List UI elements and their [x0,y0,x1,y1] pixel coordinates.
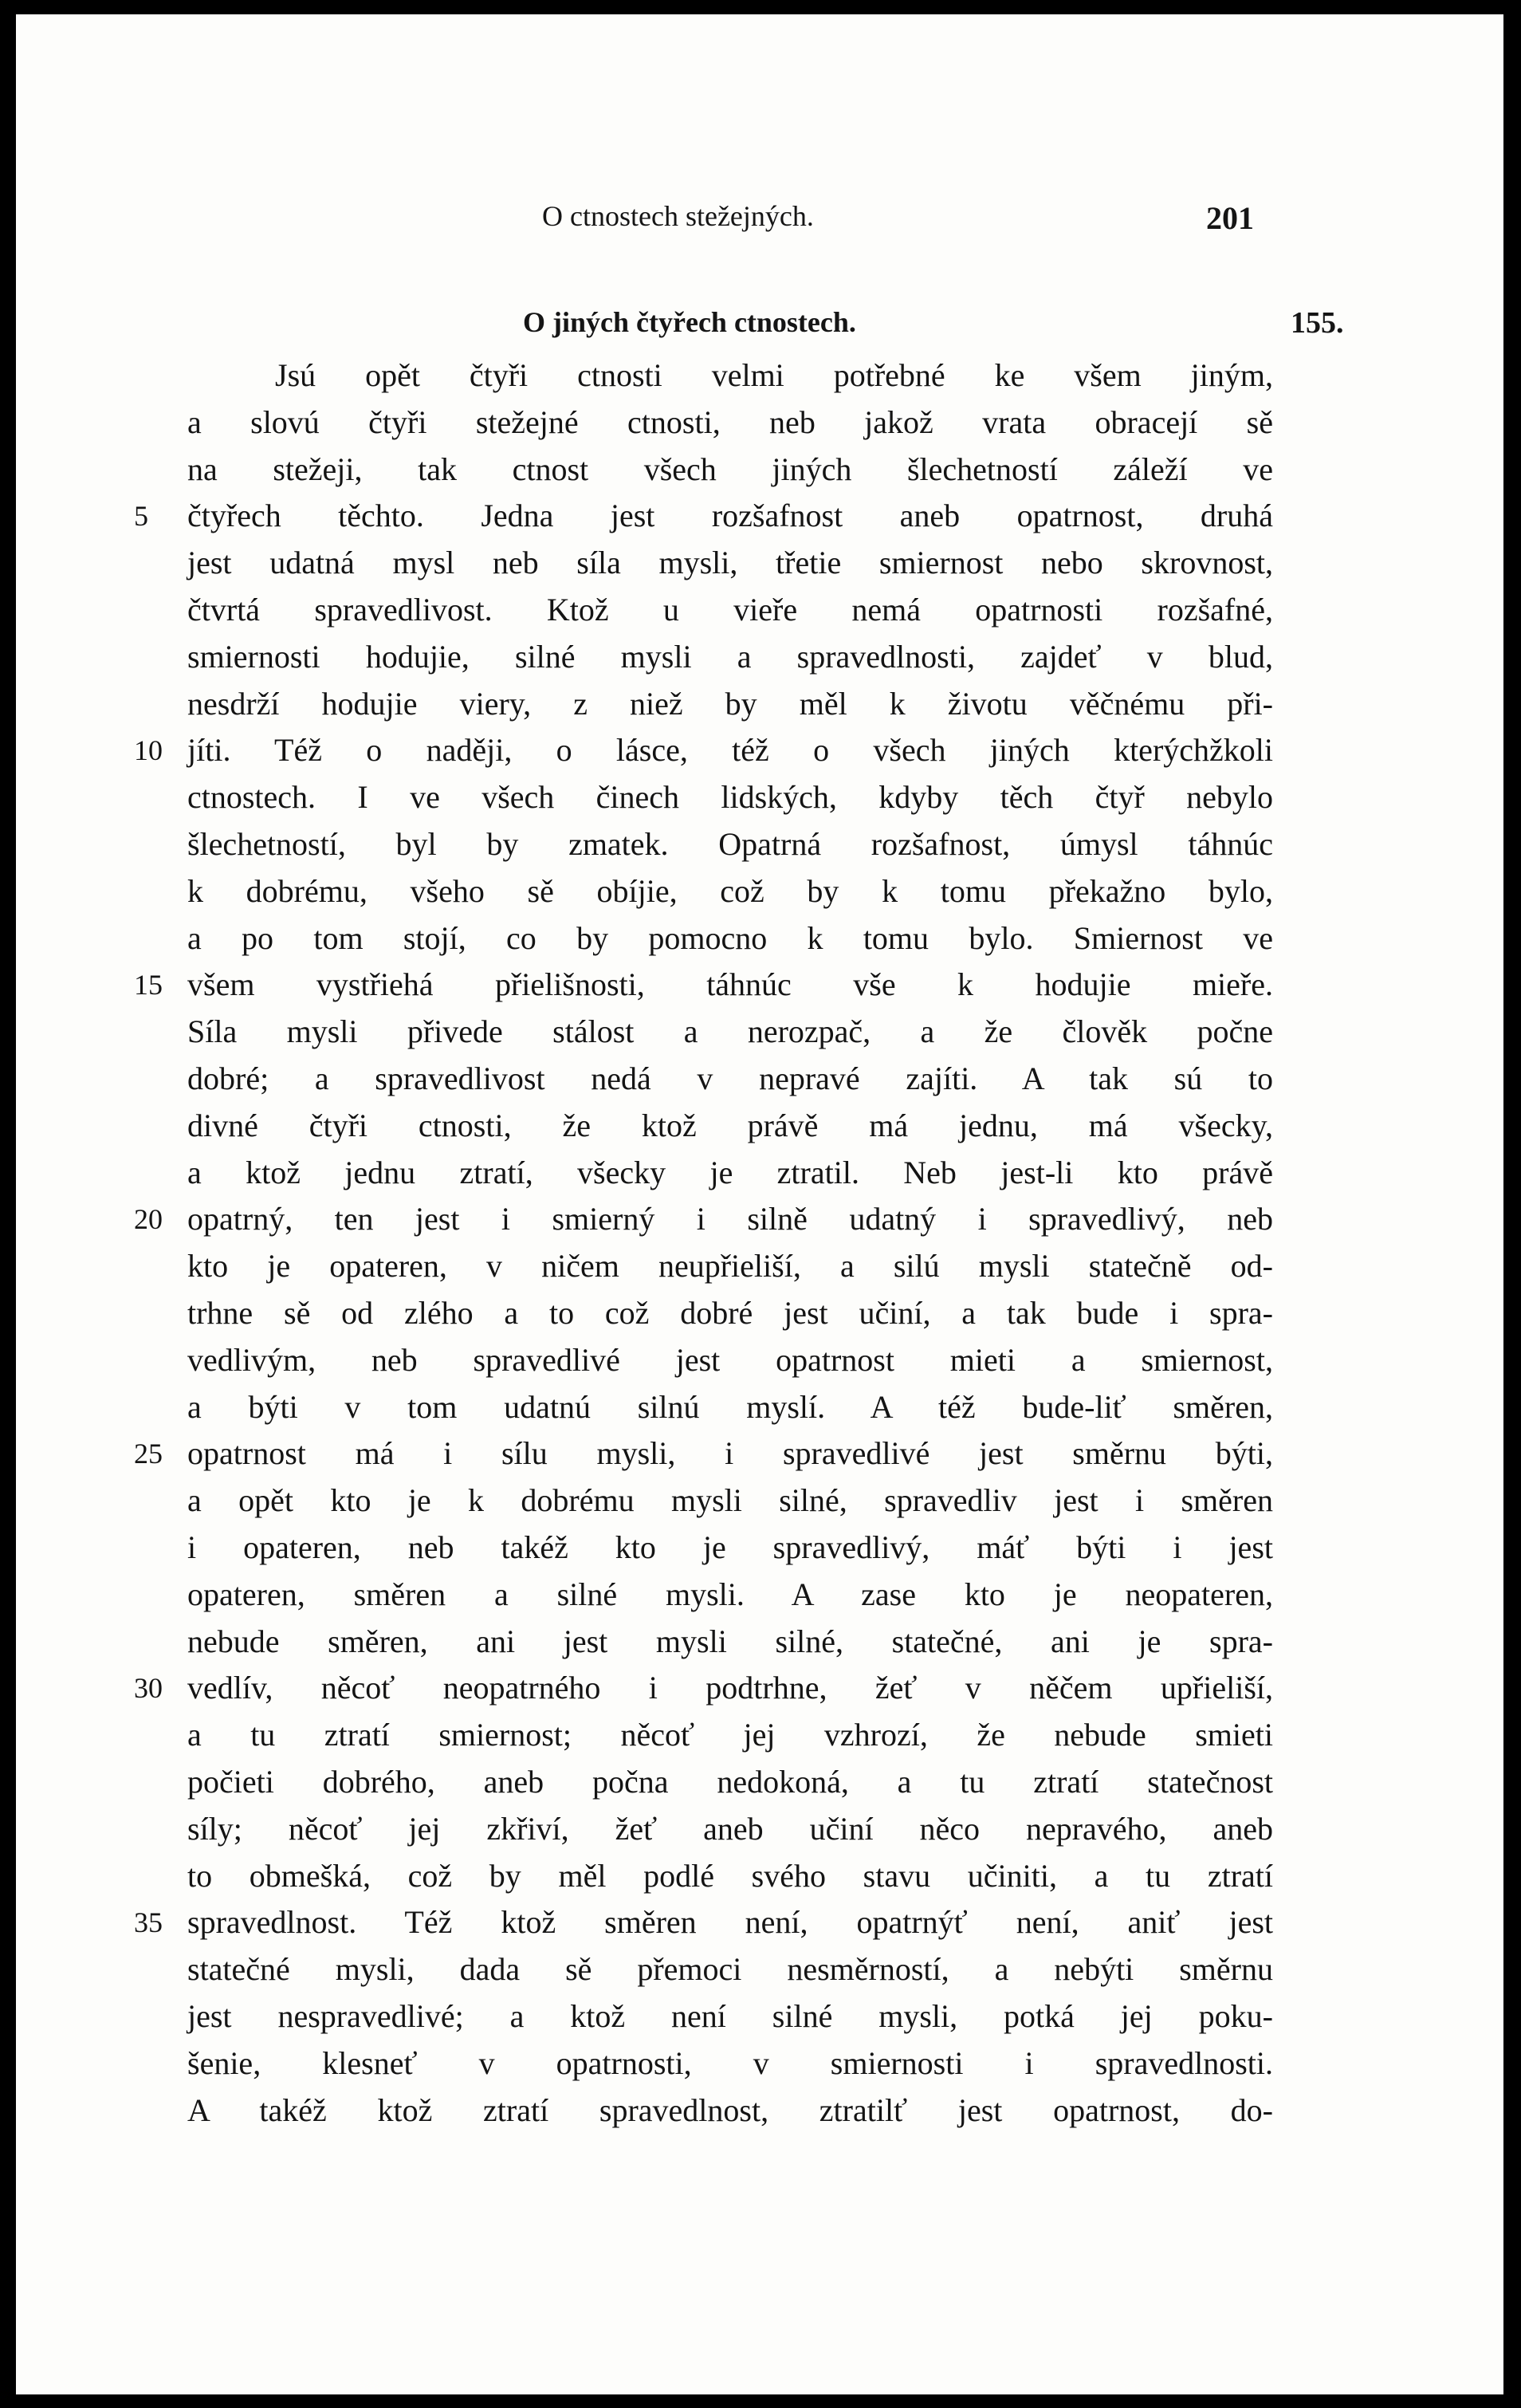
line-number: 5 [134,500,148,533]
text-line: a tu ztratí smiernost; něcoť jej vzhrozí, že nebude smieti [187,1717,1273,1753]
text-line: a býti v tom udatnú silnú myslí. A též bude-liť směren, [187,1388,1273,1425]
text-line: divné čtyři ctnosti, že ktož právě má jednu, má všecky, [187,1107,1273,1143]
text-line: ctnostech. I ve všech činech lidských, kdyby těch čtyř nebylo [187,779,1273,816]
text-line: statečné mysli, dada sě přemoci nesměrností, a nebýti směrnu [187,1951,1273,1988]
text-line: nesdrží hodujie viery, z niež by měl k životu věčnému při- [187,685,1273,722]
line-number: 10 [134,734,163,767]
line-number: 35 [134,1906,163,1939]
text-line: opatrnost má i sílu mysli, i spravedlivé jest směrnu býti, [187,1435,1273,1472]
book-page [16,14,1503,2394]
text-line: A takéž ktož ztratí spravedlnost, ztratilť jest opatrnost, do- [187,2091,1273,2128]
section-title: O jiných čtyřech ctnostech. [523,306,856,338]
text-line: síly; něcoť jej zkřiví, žeť aneb učiní něco nepravého, aneb [187,1810,1273,1847]
text-line: všem vystřiehá přielišnosti, táhnúc vše k hodujie mieře. [187,966,1273,1003]
text-line: čtvrtá spravedlivost. Ktož u vieře nemá opatrnosti rozšafné, [187,592,1273,628]
line-number: 25 [134,1438,163,1470]
text-line: jest nespravedlivé; a ktož není silné mysli, potká jej poku- [187,1998,1273,2034]
text-line: vedlív, něcoť neopatrného i podtrhne, žeť v něčem upřieliší, [187,1670,1273,1706]
running-title: O ctnostech stežejných. [542,200,814,232]
text-line: na stežeji, tak ctnost všech jiných šlechetností záleží ve [187,451,1273,487]
text-line: Jsú opět čtyři ctnosti velmi potřebné ke všem jiným, [275,357,1273,393]
text-line: vedlivým, neb spravedlivé jest opatrnost mieti a smiernost, [187,1341,1273,1378]
text-line: a po tom stojí, co by pomocno k tomu bylo. Smiernost ve [187,919,1273,956]
text-line: opatrný, ten jest i smierný i silně udatný i spravedlivý, neb [187,1201,1273,1237]
text-line: kto je opateren, v ničem neupřieliší, a silú mysli statečně od- [187,1248,1273,1285]
text-line: k dobrému, všeho sě obíjie, což by k tomu překažno bylo, [187,872,1273,909]
text-line: počieti dobrého, aneb počna nedokoná, a tu ztratí statečnost [187,1764,1273,1800]
text-line: jíti. Též o naději, o lásce, též o všech jiných kterýchžkoli [187,732,1273,769]
page-number: 201 [1206,200,1254,236]
text-line: čtyřech těchto. Jedna jest rozšafnost aneb opatrnost, druhá [187,498,1273,534]
text-line: šlechetností, byl by zmatek. Opatrná rozšafnost, úmysl táhnúc [187,826,1273,862]
line-number: 30 [134,1672,163,1705]
text-line: to obmešká, což by měl podlé svého stavu učiniti, a tu ztratí [187,1857,1273,1894]
text-line: Síla mysli přivede stálost a nerozpač, a že člověk počne [187,1013,1273,1050]
text-line: a opět kto je k dobrému mysli silné, spravedliv jest i směren [187,1482,1273,1519]
line-number: 15 [134,969,163,1001]
text-line: jest udatná mysl neb síla mysli, třetie smiernost nebo skrovnost, [187,545,1273,581]
text-line: dobré; a spravedlivost nedá v nepravé zajíti. A tak sú to [187,1060,1273,1096]
text-line: nebude směren, ani jest mysli silné, statečné, ani je spra- [187,1623,1273,1659]
text-line: opateren, směren a silné mysli. A zase kto je neopateren, [187,1576,1273,1612]
text-line: a ktož jednu ztratí, všecky je ztratil. Neb jest-li kto právě [187,1154,1273,1190]
line-number: 20 [134,1203,163,1236]
text-line: smiernosti hodujie, silné mysli a spravedlnosti, zajdeť v blud, [187,638,1273,675]
text-line: spravedlnost. Též ktož směren není, opatrnýť není, aniť jest [187,1904,1273,1941]
text-line: trhne sě od zlého a to což dobré jest učiní, a tak bude i spra- [187,1295,1273,1331]
text-line: a slovú čtyři stežejné ctnosti, neb jakož vrata obracejí sě [187,403,1273,440]
text-line: i opateren, neb takéž kto je spravedlivý, máť býti i jest [187,1529,1273,1565]
section-number: 155. [1291,306,1344,340]
text-line: šenie, klesneť v opatrnosti, v smiernosti i spravedlnosti. [187,2044,1273,2081]
